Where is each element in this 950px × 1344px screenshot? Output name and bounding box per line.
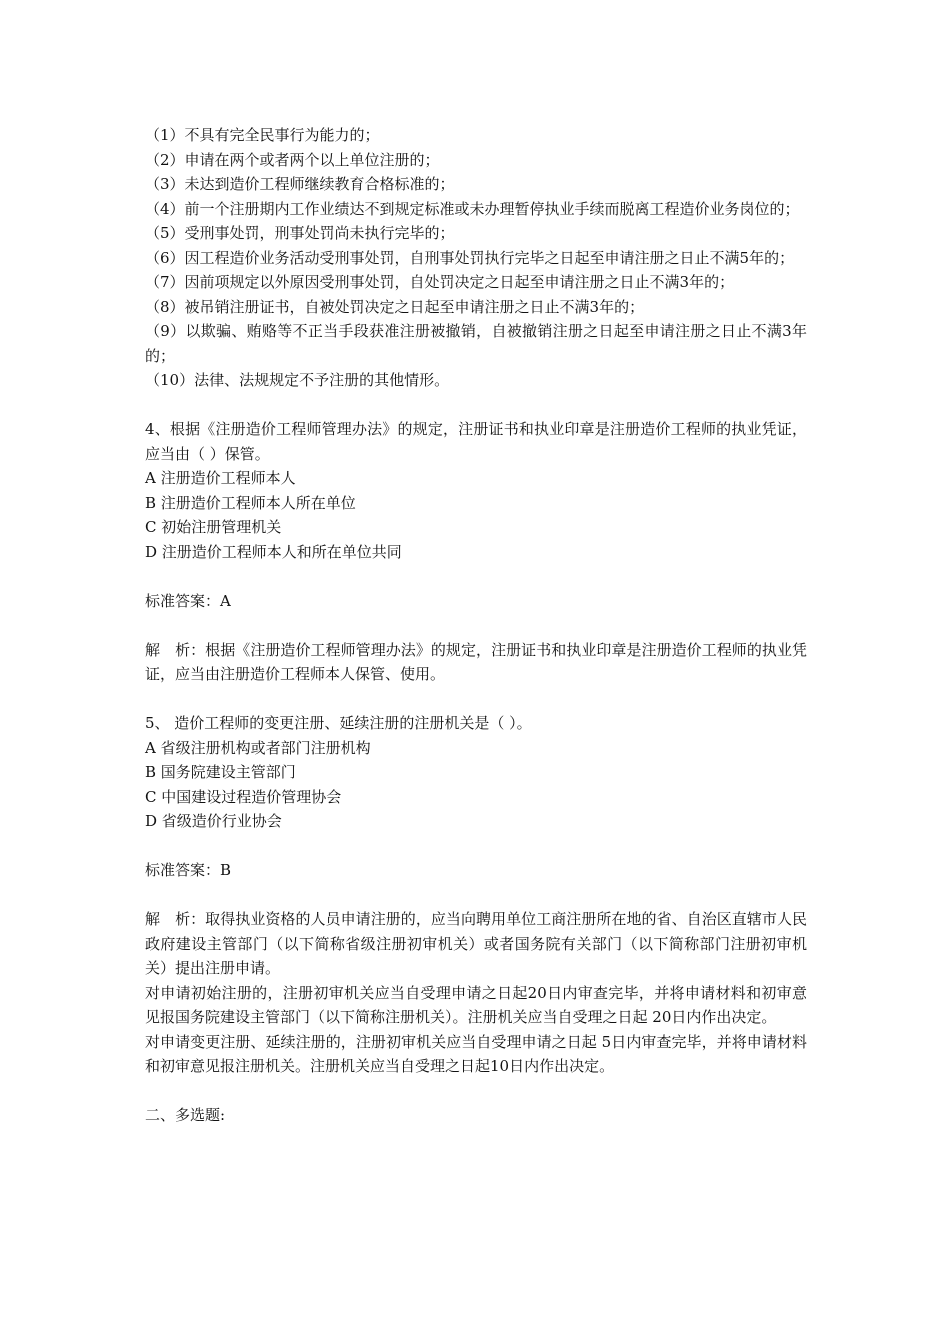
condition-item: （3）未达到造价工程师继续教育合格标准的； bbox=[145, 175, 455, 193]
condition-item: （5）受刑事处罚，刑事处罚尚未执行完毕的； bbox=[145, 224, 455, 242]
question-text: 4、根据《注册造价工程师管理办法》的规定，注册证书和执业印章是注册造价工程师的执业凭证，应当由（ ）保管。 bbox=[145, 420, 807, 463]
option-d: D 省级造价行业协会 bbox=[145, 812, 282, 830]
option-b: B 注册造价工程师本人所在单位 bbox=[145, 493, 356, 512]
option-d: D 注册造价工程师本人和所在单位共同 bbox=[145, 542, 402, 561]
analysis-text: 解 析：取得执业资格的人员申请注册的，应当向聘用单位工商注册所在地的省、自治区直辖市人民政府建设主管部门（以下简称省级注册初审机关）或者国务院有关部门（以下简称部门注册初审机关）提出注册申请。 bbox=[145, 910, 807, 977]
condition-item: （4）前一个注册期内工作业绩达不到规定标准或未办理暂停执业手续而脱离工程造价业务岗位的； bbox=[145, 199, 800, 218]
standard-answer: 标准答案：B bbox=[145, 861, 232, 879]
analysis-text: 对申请初始注册的，注册初审机关应当自受理申请之日起20日内审查完毕，并将申请材料和初审意见报国务院建设主管部门（以下简称注册机关）。注册机关应当自受理之日起 20日内作出决定。 bbox=[145, 983, 807, 1026]
analysis-text: 解 析：根据《注册造价工程师管理办法》的规定，注册证书和执业印章是注册造价工程师的执业凭证，应当由注册造价工程师本人保管、使用。 bbox=[145, 640, 807, 683]
standard-answer: 标准答案：A bbox=[145, 591, 231, 610]
question-5 bbox=[145, 711, 807, 1079]
option-a: A 省级注册机构或者部门注册机构 bbox=[145, 738, 371, 757]
option-c: C 初始注册管理机关 bbox=[145, 518, 282, 536]
option-a: A 注册造价工程师本人 bbox=[145, 469, 296, 487]
question-text: 5、 造价工程师的变更注册、延续注册的注册机关是（ ）。 bbox=[145, 714, 532, 732]
condition-item: （6）因工程造价业务活动受刑事处罚，自刑事处罚执行完毕之日起至申请注册之日止不满5年的； bbox=[145, 248, 795, 267]
conditions-list bbox=[145, 123, 807, 393]
condition-item: （2）申请在两个或者两个以上单位注册的； bbox=[145, 150, 440, 169]
condition-item: （8）被吊销注册证书，自被处罚决定之日起至申请注册之日止不满3年的； bbox=[145, 297, 645, 316]
document-body bbox=[145, 123, 807, 1128]
condition-item: （7）因前项规定以外原因受刑事处罚，自处罚决定之日起至申请注册之日止不满3年的； bbox=[145, 273, 735, 291]
condition-item: （10）法律、法规规定不予注册的其他情形。 bbox=[145, 371, 450, 389]
option-b: B 国务院建设主管部门 bbox=[145, 763, 296, 781]
condition-item: （9）以欺骗、贿赂等不正当手段获准注册被撤销，自被撤销注册之日起至申请注册之日止不满3年的； bbox=[145, 322, 807, 365]
question-4 bbox=[145, 417, 807, 687]
condition-item: （1）不具有完全民事行为能力的； bbox=[145, 126, 380, 144]
analysis-text: 对申请变更注册、延续注册的，注册初审机关应当自受理申请之日起 5日内审查完毕，并将申请材料和初审意见报注册机关。注册机关应当自受理之日起10日内作出决定。 bbox=[145, 1032, 807, 1075]
section-title: 二、多选题: bbox=[145, 1106, 226, 1124]
option-c: C 中国建设过程造价管理协会 bbox=[145, 787, 342, 806]
